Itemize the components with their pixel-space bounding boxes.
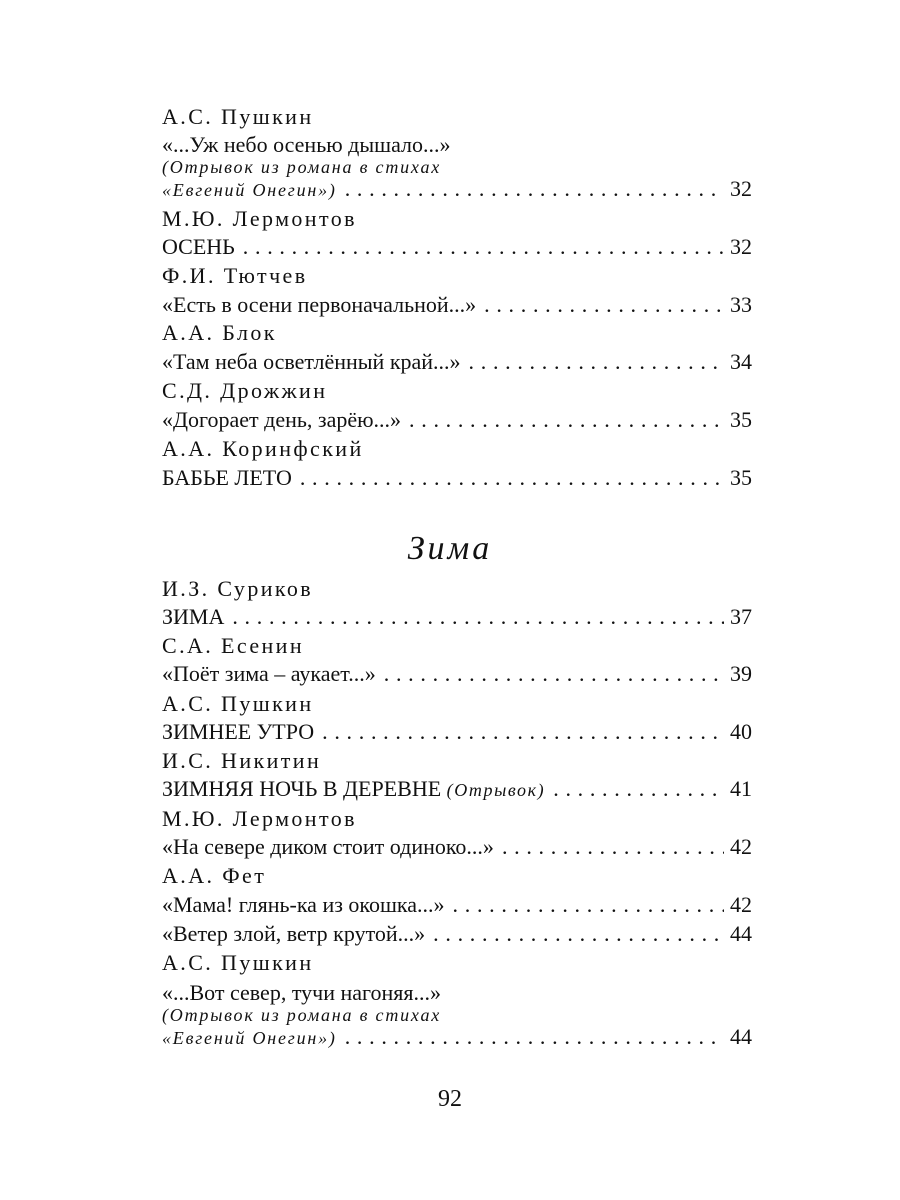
toc-author: С.Д. Дрожжин	[162, 378, 328, 403]
toc-title: «Есть в осени первоначальной...»	[162, 292, 477, 317]
leader-dots	[322, 719, 724, 745]
toc-entry[interactable]	[162, 1024, 752, 1051]
toc-author: И.С. Никитин	[162, 748, 322, 773]
toc-author: М.Ю. Лермонтов	[162, 206, 357, 231]
toc-author: И.З. Суриков	[162, 576, 314, 601]
toc-page-number: 35	[730, 407, 752, 432]
toc-author: М.Ю. Лермонтов	[162, 806, 357, 831]
toc-page-number: 42	[730, 834, 752, 859]
leader-dots	[232, 604, 724, 630]
toc-title: «Мама! глянь-ка из окошка...»	[162, 892, 445, 917]
toc-title: БАБЬЕ ЛЕТО	[162, 465, 292, 490]
toc-page-number: 44	[730, 1024, 752, 1049]
toc-page-number: 42	[730, 892, 752, 917]
toc-author: С.А. Есенин	[162, 633, 305, 658]
toc-note: «Евгений Онегин»)	[162, 1028, 337, 1048]
toc-author: А.С. Пушкин	[162, 691, 314, 716]
toc-title: ЗИМНЕЕ УТРО	[162, 719, 315, 744]
leader-dots	[345, 1024, 724, 1050]
toc-page-number: 33	[730, 292, 752, 317]
toc-entry[interactable]	[162, 661, 752, 687]
toc-entry[interactable]	[162, 176, 752, 203]
toc-entry[interactable]	[162, 834, 752, 860]
leader-dots	[345, 176, 724, 202]
toc-entry[interactable]	[162, 776, 752, 803]
toc-title: «Догорает день, зарёю...»	[162, 407, 402, 432]
toc-title-text: ЗИМНЯЯ НОЧЬ В ДЕРЕВНЕ	[162, 776, 442, 801]
toc-title: «...Уж небо осенью дышало...»	[162, 132, 451, 157]
toc-author: А.С. Пушкин	[162, 104, 314, 129]
leader-dots	[384, 661, 724, 687]
toc-page-number: 44	[730, 921, 752, 946]
leader-dots	[409, 407, 724, 433]
toc-page-number: 40	[730, 719, 752, 744]
toc-note: «Евгений Онегин»)	[162, 180, 337, 200]
toc-page-number: 35	[730, 465, 752, 490]
toc-page-number: 34	[730, 349, 752, 374]
toc-entry[interactable]	[162, 407, 752, 433]
toc-title: «На севере диком стоит одиноко...»	[162, 834, 494, 859]
toc-entry[interactable]	[162, 892, 752, 918]
section-heading: Зима	[407, 530, 493, 567]
toc-entry[interactable]	[162, 604, 752, 630]
toc-title: ЗИМА	[162, 604, 225, 629]
toc-author: А.А. Коринфский	[162, 436, 364, 461]
page-number: 92	[438, 1086, 462, 1112]
leader-dots	[243, 234, 724, 260]
leader-dots	[469, 349, 724, 375]
leader-dots	[453, 892, 724, 918]
toc-page-number: 41	[730, 776, 752, 801]
toc-note: (Отрывок из романа в стихах	[162, 157, 442, 177]
toc-title: «Там неба осветлённый край...»	[162, 349, 461, 374]
toc-page-number: 32	[730, 234, 752, 259]
toc-entry[interactable]	[162, 465, 752, 491]
toc-entry[interactable]	[162, 349, 752, 375]
toc-title: ОСЕНЬ	[162, 234, 235, 259]
toc-entry[interactable]	[162, 292, 752, 318]
toc-title: «Ветер злой, ветр крутой...»	[162, 921, 426, 946]
toc-note: (Отрывок)	[446, 780, 546, 800]
toc-author: А.А. Фет	[162, 863, 267, 888]
toc-page-number: 39	[730, 661, 752, 686]
toc-title: «Поёт зима – аукает...»	[162, 661, 376, 686]
toc-author: А.А. Блок	[162, 320, 277, 345]
leader-dots	[502, 834, 724, 860]
toc-title: «...Вот север, тучи нагоняя...»	[162, 980, 442, 1005]
toc-page-number: 32	[730, 176, 752, 201]
toc-entry[interactable]	[162, 719, 752, 745]
leader-dots	[484, 292, 724, 318]
toc-note: (Отрывок из романа в стихах	[162, 1005, 442, 1025]
toc-entry[interactable]	[162, 234, 752, 260]
toc-title	[162, 776, 545, 803]
leader-dots	[553, 776, 724, 802]
toc-author: А.С. Пушкин	[162, 950, 314, 975]
toc-entry[interactable]	[162, 921, 752, 947]
toc-author: Ф.И. Тютчев	[162, 263, 308, 288]
leader-dots	[300, 465, 724, 491]
leader-dots	[433, 921, 724, 947]
toc-page-number: 37	[730, 604, 752, 629]
